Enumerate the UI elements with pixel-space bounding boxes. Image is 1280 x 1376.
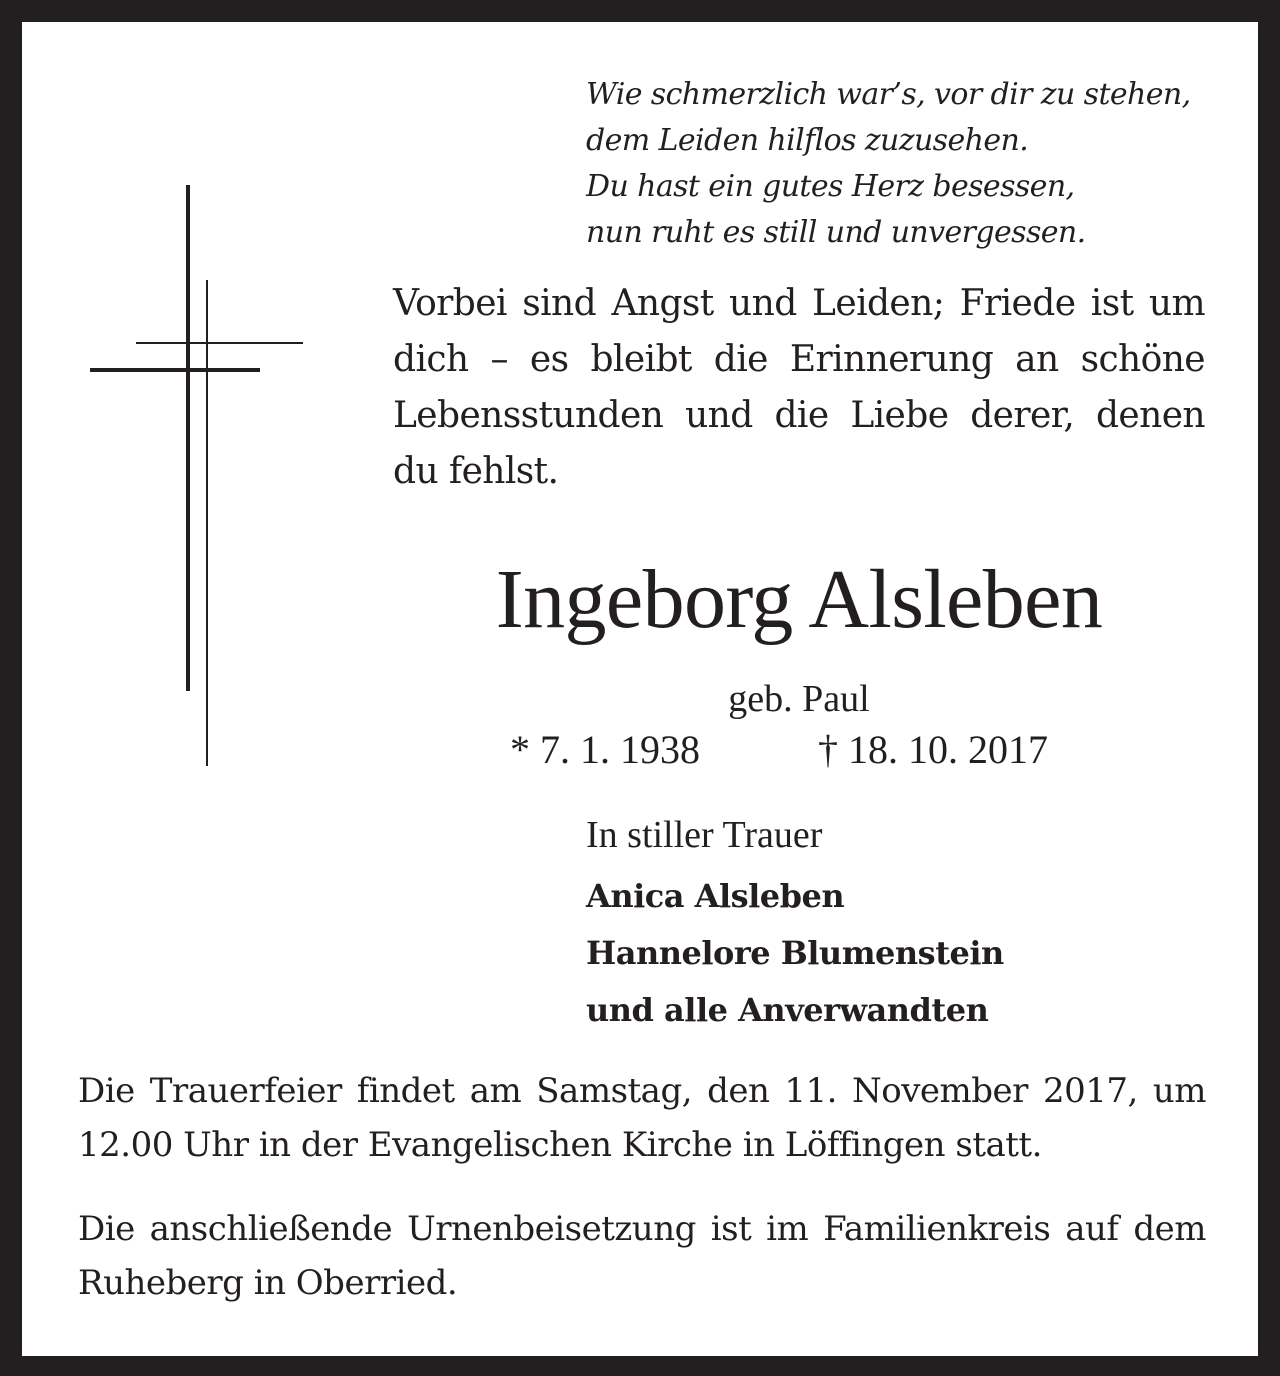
- cross-lower-bar: [90, 368, 260, 372]
- maiden-name: geb. Paul: [728, 678, 870, 720]
- poem-line: nun ruht es still und unvergessen.: [586, 215, 1086, 250]
- poem-line: Wie schmerzlich war’s, vor dir zu stehen,: [586, 77, 1191, 112]
- mourner-name: und alle Anverwandten: [586, 991, 989, 1029]
- funeral-notice: Die Trauerfeier findet am Samstag, den 11. November 2017, um 12.00 Uhr in der Evangelischen Kirche in Löffingen statt.: [78, 1071, 1206, 1165]
- obituary-notice: [22, 22, 1258, 1356]
- cross-icon: [22, 22, 322, 782]
- mourners-label: In stiller Trauer: [586, 814, 823, 856]
- cross-right-vertical: [206, 280, 208, 766]
- mourners-list: [586, 868, 1004, 1039]
- poem: [586, 72, 1236, 256]
- deceased-name: Ingeborg Alsleben: [495, 553, 1103, 646]
- burial-notice: Die anschließende Urnenbeisetzung ist im Familienkreis auf dem Ruheberg in Oberried.: [78, 1209, 1206, 1303]
- birth-date: * 7. 1. 1938: [510, 727, 700, 772]
- cross-left-vertical: [186, 185, 190, 691]
- poem-line: dem Leiden hilflos zuzusehen.: [586, 123, 1029, 158]
- mourner-name: Anica Alsleben: [586, 877, 845, 915]
- death-date: † 18. 10. 2017: [818, 727, 1048, 772]
- intro-text: Vorbei sind Angst und Leiden; Friede ist um dich – es bleibt die Erinnerung an schöne Lebensstunden und die Liebe derer, denen du fehlst.: [393, 283, 1205, 492]
- cross-upper-bar: [136, 342, 303, 344]
- mourner-name: Hannelore Blumenstein: [586, 934, 1004, 972]
- poem-line: Du hast ein gutes Herz besessen,: [586, 169, 1075, 204]
